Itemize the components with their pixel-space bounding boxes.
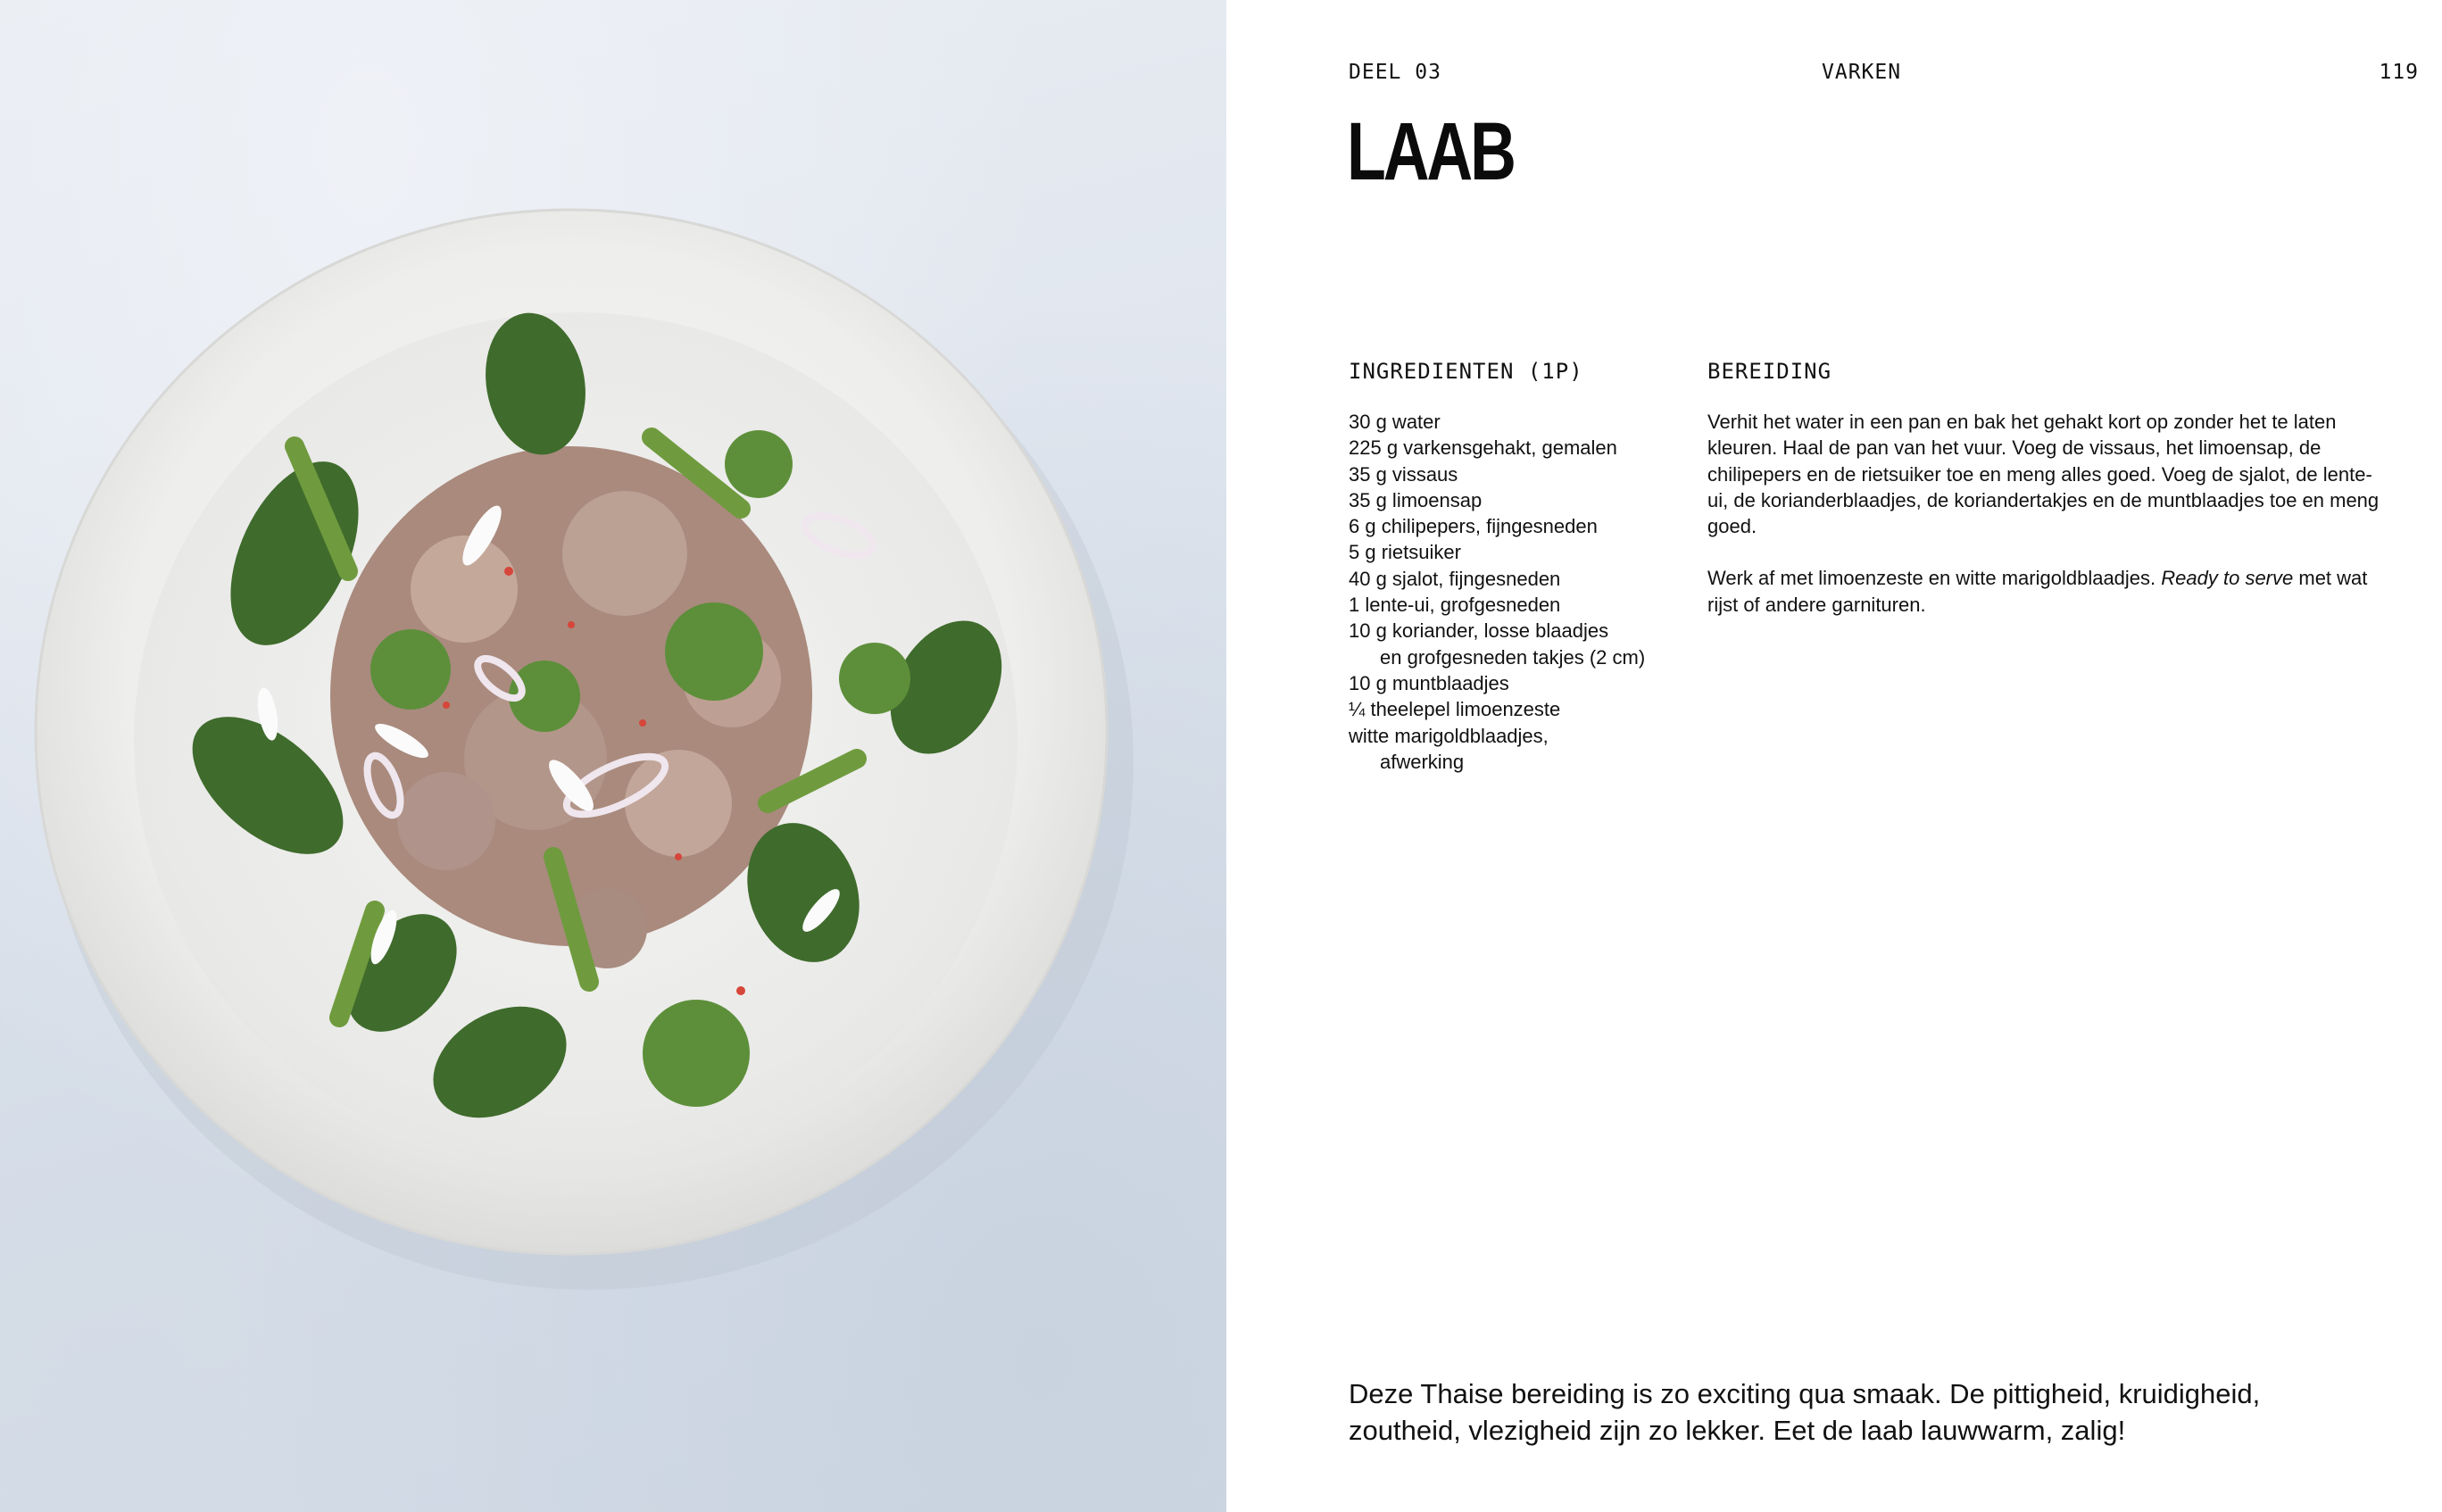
preparation-text-start: Werk af met limoenzeste en witte marigoldblaadjes. [1707, 567, 2162, 590]
recipe-title: LAAB [1347, 106, 1514, 197]
ingredient-item: 30 g water [1349, 411, 1441, 433]
ingredient-continuation: en grofgesneden takjes (2 cm) [1380, 645, 1646, 669]
ingredient-continuation: afwerking [1380, 750, 1465, 773]
ingredient-item-continued [1349, 749, 1679, 775]
preparation-text-italic: Ready to serve [2161, 567, 2294, 590]
preparation-paragraph-2 [1707, 565, 2386, 618]
recipe-intro: Deze Thaise bereiding is zo exciting qua smaak. De pittigheid, kruidigheid, zoutheid, vlezigheid zijn zo lekker. Eet de laab lauwwarm, zalig! [1349, 1378, 2261, 1446]
ingredient-item: 225 g varkensgehakt, gemalen [1349, 436, 1617, 460]
ingredient-item: 1 lente-ui, grofgesneden [1349, 594, 1561, 617]
category-label: VARKEN [1822, 61, 1902, 84]
ingredients-heading: INGREDIENTEN (1P) [1349, 359, 1583, 384]
preparation-heading: BEREIDING [1707, 359, 1832, 384]
ingredient-item: 35 g vissaus [1349, 462, 1458, 486]
ingredients-list [1349, 409, 1679, 775]
ingredient-item-continued [1349, 644, 1679, 670]
ingredient-item: 10 g koriander, losse blaadjes [1349, 619, 1609, 643]
ingredient-item: 35 g limoensap [1349, 488, 1483, 511]
preparation-text-end: met wat rijst of andere garnituren. [1707, 567, 2368, 616]
ingredient-item: 10 g muntblaadjes [1349, 671, 1509, 694]
preparation-paragraph-1: Verhit het water in een pan en bak het gehakt kort op zonder het te laten kleuren. Haal de pan van het vuur. Voeg de vissaus, het limoensap, de chilipepers en de rietsuiker toe en meng alles goed. Voeg de sjalot, de lente-ui, de korianderblaadjes, de koriandertakjes en de muntblaadjes toe en meng goed. [1707, 411, 2380, 538]
section-label: DEEL 03 [1349, 61, 1441, 84]
preparation-text [1707, 409, 2386, 644]
ingredient-item: witte marigoldblaadjes, [1349, 724, 1549, 747]
ingredient-item: ¼ theelepel limoenzeste [1349, 698, 1561, 721]
ingredient-item: 40 g sjalot, fijngesneden [1349, 567, 1561, 590]
recipe-page [1226, 0, 2442, 1512]
page-number: 119 [2379, 61, 2419, 84]
ingredient-item: 6 g chilipepers, fijngesneden [1349, 515, 1598, 538]
ingredient-item: 5 g rietsuiker [1349, 541, 1461, 564]
